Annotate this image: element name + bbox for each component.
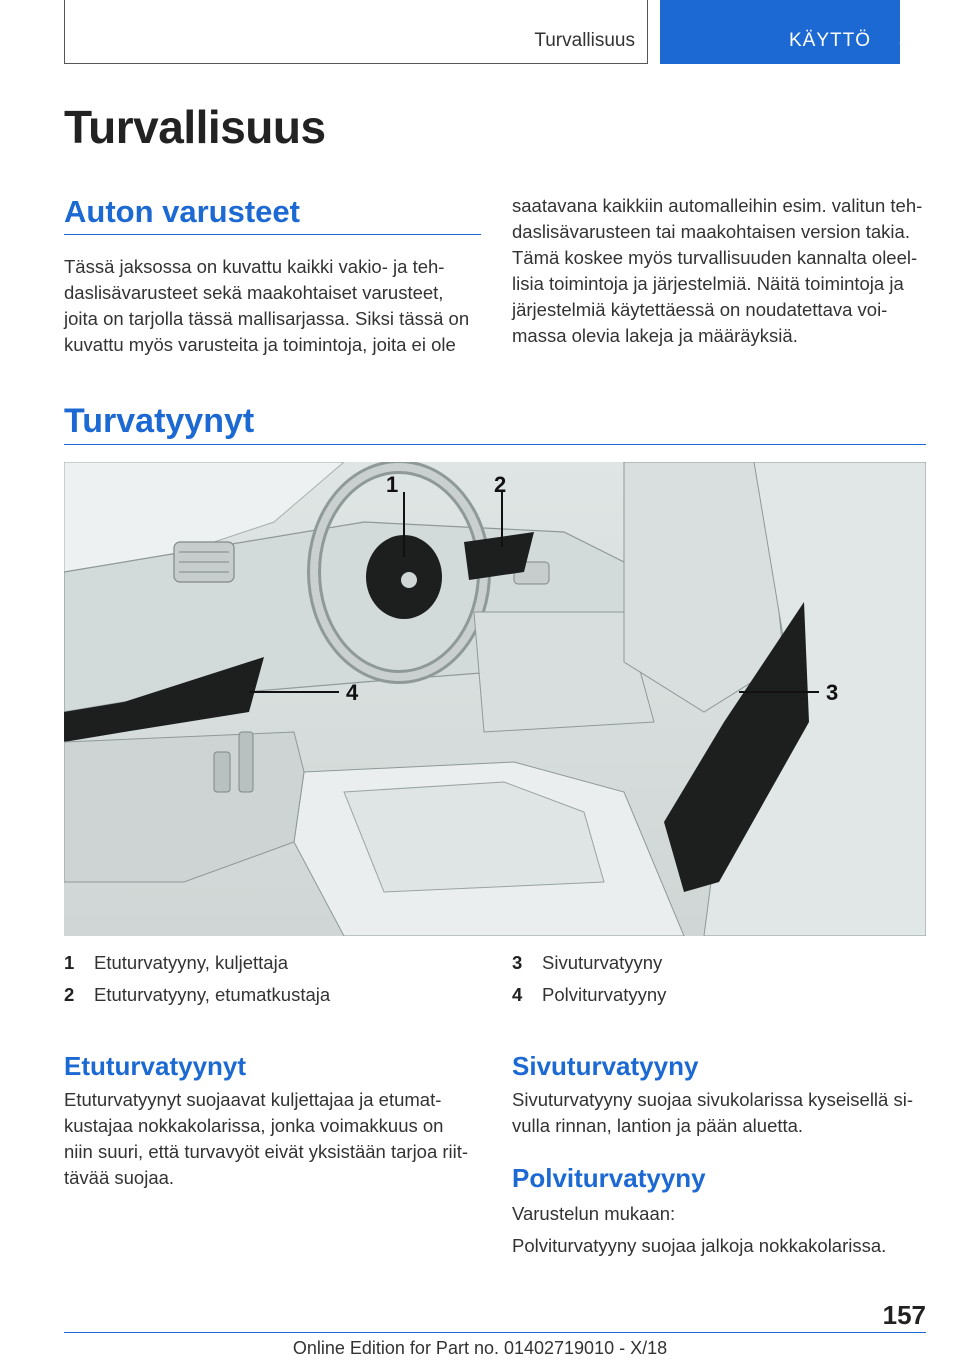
legend-number: 2 <box>64 984 75 1005</box>
figure-legend-left <box>64 952 504 1012</box>
polviturvatyyny-text-1: Varustelun mukaan: <box>512 1203 676 1224</box>
sivuturvatyyny-text <box>512 1087 942 1139</box>
legend-number: 1 <box>64 952 75 973</box>
text-line: daslisävarusteet sekä maakohtaiset varusteet, <box>64 282 444 303</box>
legend-number: 3 <box>512 952 523 973</box>
text-line: Etuturvatyynyt suojaavat kuljettajaa ja etumat- <box>64 1089 442 1110</box>
text-line: saatavana kaikkiin automalleihin esim. valitun teh- <box>512 195 923 216</box>
page-number: 157 <box>882 1300 926 1330</box>
figure-legend-right <box>512 952 932 1012</box>
text-line: niin suuri, että turvavyöt eivät yksistään tarjoa riit- <box>64 1141 469 1162</box>
text-line: Sivuturvatyyny suojaa sivukolarissa kyseisellä si- <box>512 1089 913 1110</box>
heading-auton-varusteet: Auton varusteet <box>64 194 300 229</box>
legend-text: Etuturvatyyny, etumatkustaja <box>94 984 331 1005</box>
text-line: vulla rinnan, lantion ja pään aluetta. <box>512 1115 804 1136</box>
polviturvatyyny-text-2: Polviturvatyyny suojaa jalkoja nokkakolarissa. <box>512 1235 887 1256</box>
legend-text: Etuturvatyyny, kuljettaja <box>94 952 288 973</box>
text-line: joita on tarjolla tässä mallisarjassa. Siksi tässä on <box>64 308 470 329</box>
legend-text: Polviturvatyyny <box>542 984 667 1005</box>
chapter-tab-label: KÄYTTÖ <box>789 30 872 51</box>
text-line: daslisävarusteen tai maakohtaisen version takia. <box>512 221 910 242</box>
text-line: Tämä koskee myös turvallisuuden kannalta oleel- <box>512 247 918 268</box>
header-section-title: Turvallisuus <box>534 30 635 51</box>
legend-text: Sivuturvatyyny <box>542 952 663 973</box>
callout-3: 3 <box>826 680 839 705</box>
callout-4: 4 <box>346 680 359 705</box>
heading-rule <box>64 234 481 235</box>
heading-etuturvatyynyt: Etuturvatyynyt <box>64 1051 247 1081</box>
text-line: tävää suojaa. <box>64 1167 175 1188</box>
airbag-illustration <box>64 462 926 936</box>
hand-pointer-icon <box>895 27 923 55</box>
intro-column-2 <box>512 193 942 349</box>
text-line: lisia toimintoja ja järjestelmiä. Näitä toimintoja ja <box>512 273 904 294</box>
text-line: massa olevia lakeja ja määräyksiä. <box>512 325 798 346</box>
text-line: järjestelmiä käytettäessä on noudatettava voi- <box>512 299 888 320</box>
chapter-tab[interactable] <box>660 0 900 64</box>
car-interior-drawing <box>64 462 926 936</box>
text-line: Tässä jaksossa on kuvattu kaikki vakio- ja teh- <box>64 256 445 277</box>
heading-polviturvatyyny: Polviturvatyyny <box>512 1163 706 1193</box>
legend-number: 4 <box>512 984 523 1005</box>
text-line: kustajaa nokkakolarissa, jonka voimakkuus on <box>64 1115 444 1136</box>
footer-edition: Online Edition for Part no. 01402719010 - X/18 <box>292 1338 668 1358</box>
heading-sivuturvatyyny: Sivuturvatyyny <box>512 1051 699 1081</box>
heading-turvatyynyt: Turvatyynyt <box>64 402 255 440</box>
callout-1: 1 <box>386 472 399 497</box>
heading-rule <box>64 444 926 445</box>
badge-icon <box>401 572 417 588</box>
page-title: Turvallisuus <box>64 101 326 153</box>
etuturvatyynyt-text <box>64 1087 494 1191</box>
header-section-box <box>64 0 648 64</box>
callout-2: 2 <box>494 472 507 497</box>
text-line: kuvattu myös varusteita ja toimintoja, joita ei ole <box>64 334 456 355</box>
intro-column-1 <box>64 254 484 358</box>
footer-rule <box>64 1332 926 1333</box>
